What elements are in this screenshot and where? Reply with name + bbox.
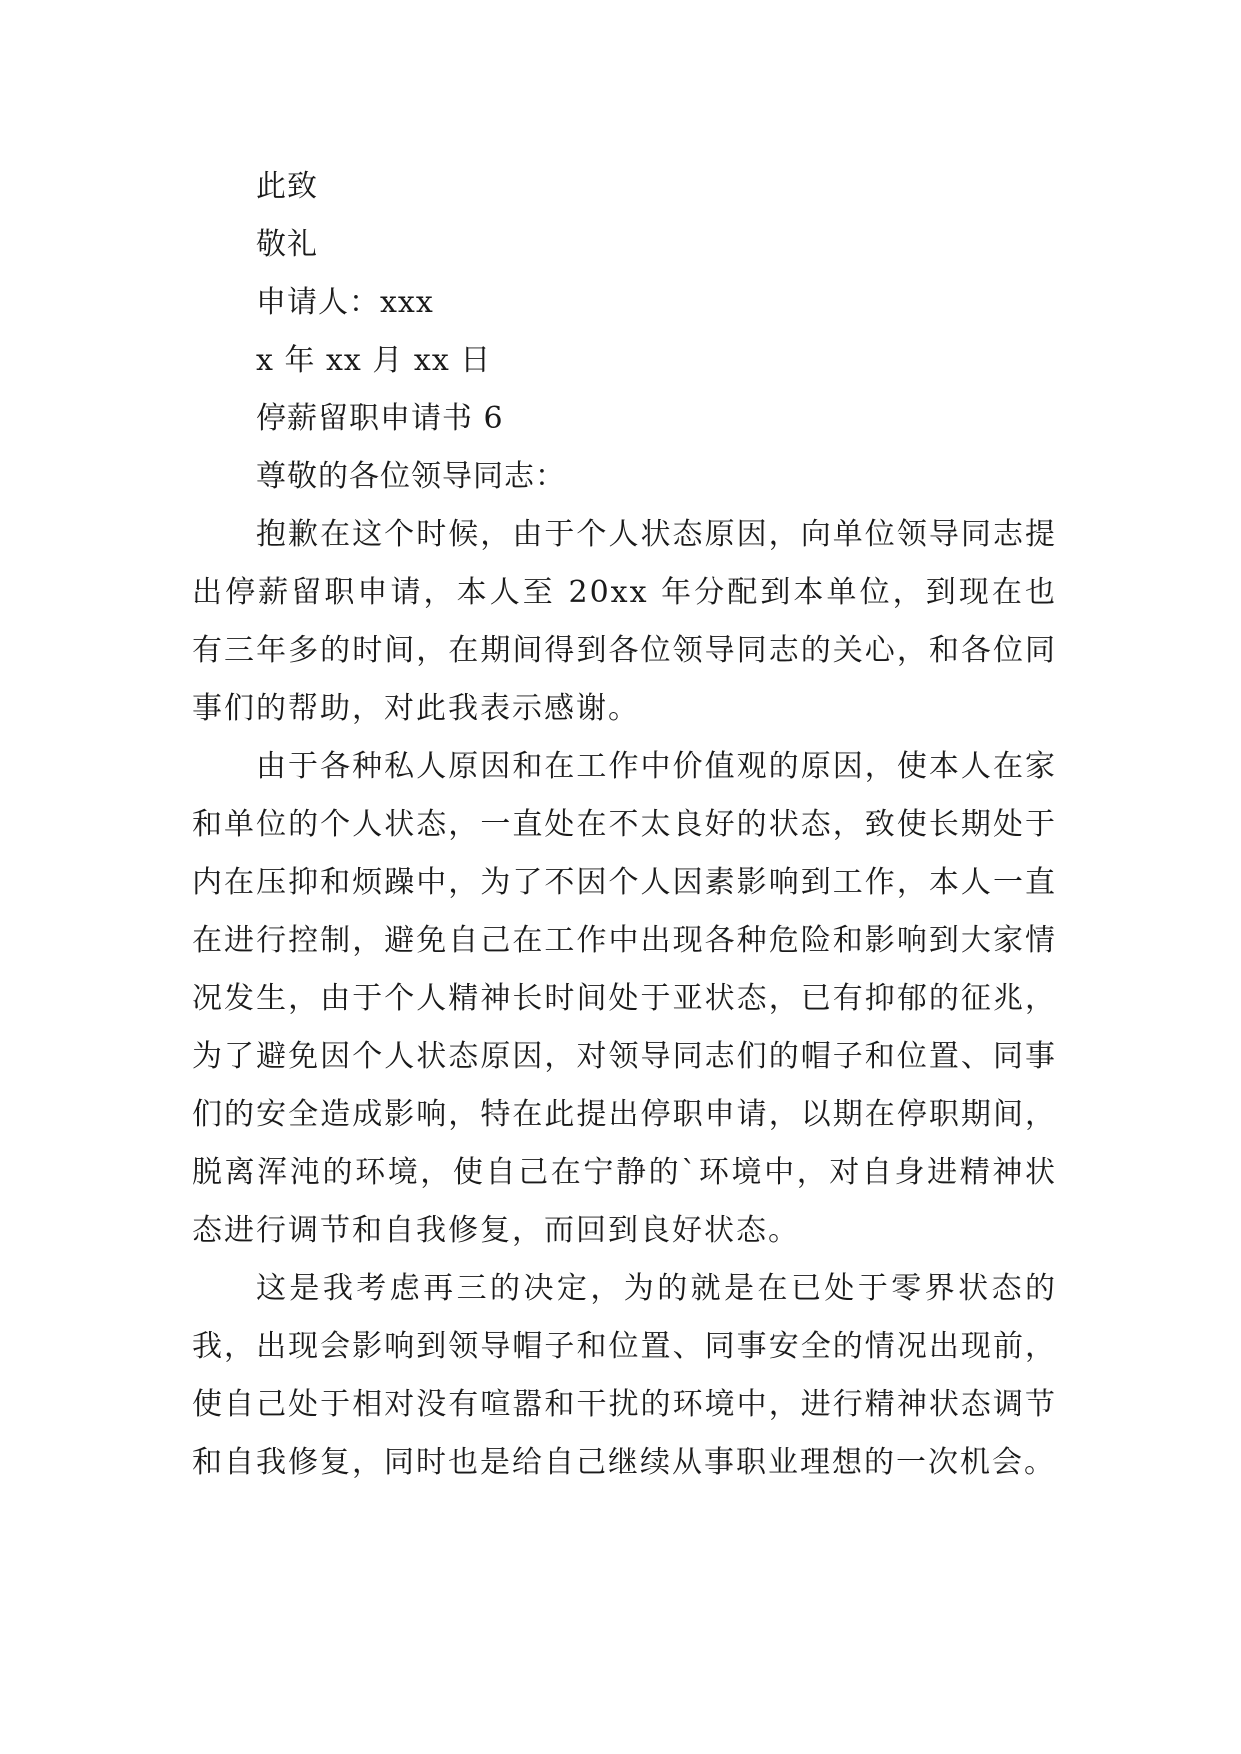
paragraph-3: 这是我考虑再三的决定，为的就是在已处于零界状态的我，出现会影响到领导帽子和位置、同事安全的情况出现前，使自己处于相对没有喧嚣和干扰的环境中，进行精神状态调节和自我修复，同时也是给自己继续从事职业理想的一次机会。 (192, 1271, 1057, 1480)
closing-line-jingli: 敬礼 (256, 227, 318, 262)
closing-line-cizhi: 此致 (256, 169, 318, 204)
salutation: 尊敬的各位领导同志： (256, 459, 566, 494)
applicant-line: 申请人：xxx (256, 285, 434, 320)
document-heading: 停薪留职申请书 6 (256, 401, 504, 436)
date-line: x 年 xx 月 xx 日 (256, 343, 492, 378)
paragraph-1: 抱歉在这个时候，由于个人状态原因，向单位领导同志提出停薪留职申请，本人至 20xx 年分配到本单位，到现在也有三年多的时间，在期间得到各位领导同志的关心，和各位同事们的帮助，对此我表示感谢。 (192, 517, 1057, 726)
paragraph-2: 由于各种私人原因和在工作中价值观的原因，使本人在家和单位的个人状态，一直处在不太良好的状态，致使长期处于内在压抑和烦躁中，为了不因个人因素影响到工作，本人一直在进行控制，避免自己在工作中出现各种危险和影响到大家情况发生，由于个人精神长时间处于亚状态，已有抑郁的征兆，为了避免因个人状态原因，对领导同志们的帽子和位置、同事们的安全造成影响，特在此提出停职申请，以期在停职期间，脱离浑沌的环境，使自己在宁静的`环境中，对自身进精神状态进行调节和自我修复，而回到良好状态。 (192, 749, 1057, 1248)
document-body (192, 158, 1057, 1492)
